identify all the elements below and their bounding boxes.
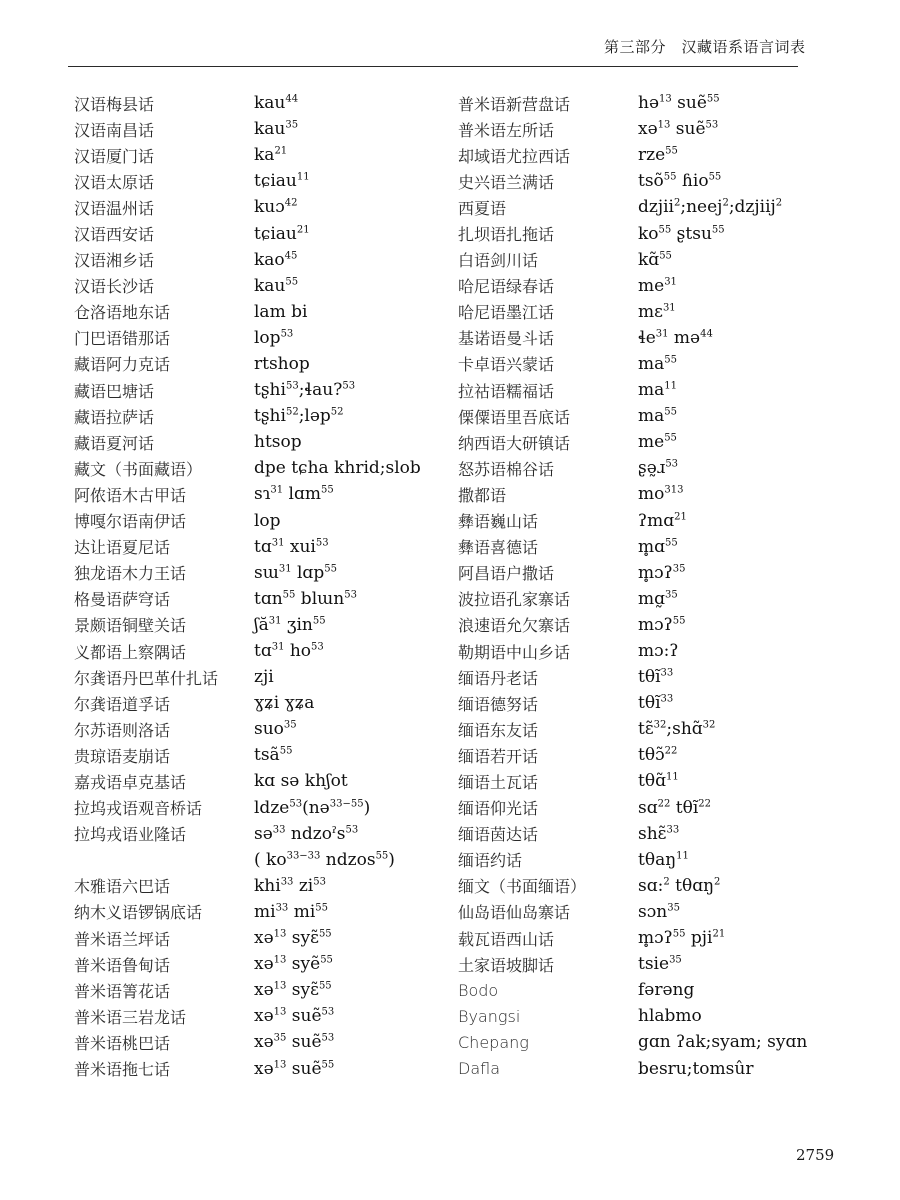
word-form: xə$^{13}$ suẽ$^{53}$ <box>638 119 719 140</box>
word-form: mɑ̰$^{35}$ <box>638 588 678 609</box>
word-form: $mi^{33}$ $mi^{55}$ <box>254 901 328 922</box>
language-name: 史兴语兰满话 <box>458 172 555 192</box>
entry-row <box>74 795 454 821</box>
word-form: $mo^{313}$ <box>638 484 684 505</box>
word-form: xə$^{13}$ syɛ̃$^{55}$ <box>254 928 332 949</box>
entry-row <box>74 508 454 534</box>
language-name: 白语剑川话 <box>458 251 539 271</box>
entry-row <box>74 1029 454 1055</box>
word-form: tɑ$^{31}$ $ho^{53}$ <box>254 641 324 662</box>
language-name: 缅语仰光话 <box>458 799 539 819</box>
language-name: 义都语上察隅话 <box>74 642 187 662</box>
language-name: 拉祜语糯福话 <box>458 381 555 401</box>
header-rule <box>68 66 798 67</box>
entry-row <box>74 116 454 142</box>
language-name: 勒期语中山乡话 <box>458 642 571 662</box>
language-name: 缅文（书面缅语） <box>458 877 587 897</box>
word-form: hə$^{13}$ suẽ$^{55}$ <box>638 93 720 114</box>
word-form: tθaŋ$^{11}$ <box>638 849 689 870</box>
language-name: 藏语夏河话 <box>74 433 155 453</box>
word-form: mɔʔ$^{55}$ <box>638 614 686 635</box>
entry-row <box>458 1003 858 1029</box>
word-form: tθĩ$^{33}$ <box>638 693 674 714</box>
word-form: tθɑ̃$^{11}$ <box>638 771 679 792</box>
language-name: 普米语兰坪话 <box>74 929 171 949</box>
entry-row <box>74 925 454 951</box>
entry-row <box>74 481 454 507</box>
entry-row <box>458 716 858 742</box>
entry-row <box>458 299 858 325</box>
word-form: sɑ$^{22}$ tθĩ$^{22}$ <box>638 797 711 818</box>
entry-row <box>458 612 858 638</box>
word-form: ɬe$^{31}$ mə$^{44}$ <box>638 327 713 348</box>
language-name: Byangsi <box>458 1006 521 1026</box>
language-name: 哈尼语墨江话 <box>458 303 555 323</box>
entry-row <box>458 899 858 925</box>
word-form: lop$^{53}$ <box>254 327 294 348</box>
entry-row <box>458 768 858 794</box>
word-form: xə$^{13}$ syɛ̃$^{55}$ <box>254 980 332 1001</box>
language-name: 怒苏语棉谷话 <box>458 459 555 479</box>
entry-row <box>458 273 858 299</box>
language-name: 波拉语孔家寨话 <box>458 590 571 610</box>
language-name: 纳木义语锣锅底话 <box>74 903 203 923</box>
word-form: dzjii$^2$;neej$^2$;dzjiij$^2$ <box>638 197 783 218</box>
word-form: tθĩ$^{33}$ <box>638 667 674 688</box>
language-name: 阿侬语木古甲话 <box>74 485 187 505</box>
word-form: m̥ɑ$^{55}$ <box>638 536 678 557</box>
language-name: Bodo <box>458 980 499 1000</box>
entry-row <box>74 1003 454 1029</box>
entry-row <box>458 690 858 716</box>
entry-row <box>458 455 858 481</box>
language-name: 扎坝语扎拖话 <box>458 225 555 245</box>
word-form: tɑn$^{55}$ blɯn$^{53}$ <box>254 588 357 609</box>
entry-row <box>458 847 858 873</box>
language-name: 普米语箐花话 <box>74 981 171 1001</box>
word-form: mɔ:ʔ <box>638 641 679 662</box>
entry-row <box>458 795 858 821</box>
language-name: 缅语丹老话 <box>458 668 539 688</box>
language-name: 景颇语铜壁关话 <box>74 616 187 636</box>
word-form: shɛ̃$^{33}$ <box>638 823 680 844</box>
word-form: $ma^{55}$ <box>638 353 677 374</box>
entry-row <box>74 273 454 299</box>
language-name: 缅语茵达话 <box>458 825 539 845</box>
language-name: 嘉戎语卓克基话 <box>74 772 187 792</box>
entry-row <box>74 560 454 586</box>
left-column <box>74 90 454 1082</box>
entry-row <box>74 716 454 742</box>
language-name: 汉语太原话 <box>74 172 155 192</box>
entry-row <box>74 325 454 351</box>
word-form: zji <box>254 667 274 688</box>
language-name: 尔龚语道孚话 <box>74 694 171 714</box>
word-form: mɛ$^{31}$ <box>638 301 676 322</box>
word-form: tʂhi$^{52}$;ləp$^{52}$ <box>254 406 344 427</box>
entry-row <box>74 455 454 481</box>
language-name: 拉坞戎语业隆话 <box>74 825 187 845</box>
word-form: m̥ɔʔ$^{55}$ pji$^{21}$ <box>638 928 726 949</box>
entry-row <box>458 194 858 220</box>
word-form: tsõ$^{55}$ ɦio$^{55}$ <box>638 171 722 192</box>
word-form: $ka^{21}$ <box>254 145 288 166</box>
word-form: sɔn$^{35}$ <box>638 901 680 922</box>
language-name: 木雅语六巴话 <box>74 877 171 897</box>
entry-row <box>458 403 858 429</box>
entry-row <box>74 821 454 847</box>
word-form: ldze$^{53}$(nə$^{33-55}$) <box>254 797 371 818</box>
word-form: ʔmɑ$^{21}$ <box>638 510 687 531</box>
word-form: kɑ sə khʃot <box>254 771 348 792</box>
entry-row <box>74 429 454 455</box>
language-name: Chepang <box>458 1032 529 1052</box>
word-form: kau$^{35}$ <box>254 119 299 140</box>
entry-row <box>458 925 858 951</box>
language-name: 土家语坡脚话 <box>458 955 555 975</box>
language-name: 纳西语大研镇话 <box>458 433 571 453</box>
language-name: 却域语尤拉西话 <box>458 146 571 166</box>
entry-row <box>458 351 858 377</box>
word-form: $ma^{11}$ <box>638 380 677 401</box>
entry-row <box>458 377 858 403</box>
word-form: tθɔ̃$^{22}$ <box>638 745 678 766</box>
word-form: xə$^{13}$ suẽ$^{55}$ <box>254 1058 335 1079</box>
entry-row <box>458 821 858 847</box>
word-form: tsie$^{35}$ <box>638 954 682 975</box>
language-name: 独龙语木力王话 <box>74 564 187 584</box>
word-form: $me^{55}$ <box>638 432 677 453</box>
word-form: kɑ̃$^{55}$ <box>638 249 672 270</box>
word-form: tɕiau$^{11}$ <box>254 171 310 192</box>
word-form: tɑ$^{31}$ xui$^{53}$ <box>254 536 329 557</box>
word-form: xə$^{13}$ syẽ$^{55}$ <box>254 954 333 975</box>
word-form: khi$^{33}$ $zi^{53}$ <box>254 875 326 896</box>
language-name: 贵琼语麦崩话 <box>74 746 171 766</box>
entry-row <box>458 951 858 977</box>
language-name: 仓洛语地东话 <box>74 303 171 323</box>
entry-row <box>458 560 858 586</box>
language-name: 普米语拖七话 <box>74 1060 171 1080</box>
language-name: 拉坞戎语观音桥话 <box>74 799 203 819</box>
entry-row <box>458 586 858 612</box>
word-form: kau$^{44}$ <box>254 93 299 114</box>
word-form: tsã$^{55}$ <box>254 745 293 766</box>
language-name: 彝语喜德话 <box>458 538 539 558</box>
entry-row <box>458 664 858 690</box>
entry-row <box>74 142 454 168</box>
entry-row <box>458 977 858 1003</box>
language-name: 汉语南昌话 <box>74 120 155 140</box>
language-name: 汉语梅县话 <box>74 94 155 114</box>
entry-row <box>458 1055 858 1081</box>
language-name: 藏语阿力克话 <box>74 355 171 375</box>
language-name: 傈僳语里吾底话 <box>458 407 571 427</box>
language-name: 缅语约话 <box>458 851 523 871</box>
language-name: 达让语夏尼话 <box>74 538 171 558</box>
word-form: xə$^{35}$ suẽ$^{53}$ <box>254 1032 335 1053</box>
entry-row <box>74 664 454 690</box>
word-form: tʂhi$^{53}$;ɬau?$^{53}$ <box>254 380 356 401</box>
word-form: htsop <box>254 432 302 453</box>
language-name: 卡卓语兴蒙话 <box>458 355 555 375</box>
word-form: kau$^{55}$ <box>254 275 299 296</box>
word-form: tɛ̃$^{32}$;shɑ̃$^{32}$ <box>638 719 716 740</box>
language-name: 汉语湘乡话 <box>74 251 155 271</box>
language-name: Dafla <box>458 1059 501 1079</box>
language-name: 门巴语错那话 <box>74 329 171 349</box>
word-form: ɣʑi ɣʑa <box>254 693 315 714</box>
entry-row <box>74 951 454 977</box>
entry-row <box>458 116 858 142</box>
language-name: 汉语温州话 <box>74 198 155 218</box>
word-form: dpe tɕha khrid;slob <box>254 458 421 479</box>
word-form: lop <box>254 510 281 531</box>
word-form: sɯ$^{31}$ lɑp$^{55}$ <box>254 562 337 583</box>
entry-row <box>74 168 454 194</box>
language-name: 格曼语萨穹话 <box>74 590 171 610</box>
language-name: 浪速语允欠寨话 <box>458 616 571 636</box>
entry-row <box>458 1029 858 1055</box>
language-name: 博嘎尔语南伊话 <box>74 512 187 532</box>
language-name: 普米语新营盘话 <box>458 94 571 114</box>
right-column <box>458 90 858 1082</box>
language-name: 载瓦语西山话 <box>458 929 555 949</box>
running-header: 第三部分 汉藏语系语言词表 <box>604 38 806 56</box>
entry-row <box>74 1055 454 1081</box>
word-form: sɿ$^{31}$ lɑm$^{55}$ <box>254 484 334 505</box>
entry-row <box>74 247 454 273</box>
entry-row <box>458 742 858 768</box>
entry-row <box>74 742 454 768</box>
language-name: 阿昌语户撒话 <box>458 564 555 584</box>
entry-row <box>74 90 454 116</box>
word-form: suo$^{35}$ <box>254 719 297 740</box>
word-form: kuɔ$^{42}$ <box>254 197 298 218</box>
language-name: 基诺语曼斗话 <box>458 329 555 349</box>
entry-row <box>74 194 454 220</box>
entry-row <box>458 508 858 534</box>
word-form: fərəng <box>638 980 695 1001</box>
entry-row <box>458 168 858 194</box>
language-name: 彝语巍山话 <box>458 512 539 532</box>
word-form: kao$^{45}$ <box>254 249 298 270</box>
language-name: 缅语若开话 <box>458 746 539 766</box>
language-name: 尔苏语则洛话 <box>74 720 171 740</box>
word-form: gɑn ʔak;syam; syɑn <box>638 1032 808 1053</box>
entry-row <box>74 534 454 560</box>
word-form: xə$^{13}$ suẽ$^{53}$ <box>254 1006 335 1027</box>
entry-row <box>74 377 454 403</box>
page-number: 2759 <box>796 1146 835 1164</box>
entry-row <box>74 638 454 664</box>
language-name: 撒都语 <box>458 485 507 505</box>
language-name: 汉语长沙话 <box>74 277 155 297</box>
word-form: $ko^{55}$ ʂtsu$^{55}$ <box>638 223 725 244</box>
entry-row <box>458 220 858 246</box>
entry-row <box>74 351 454 377</box>
language-name: 西夏语 <box>458 198 507 218</box>
word-form: lam bi <box>254 301 308 322</box>
entry-row <box>458 429 858 455</box>
language-name: 藏文（书面藏语） <box>74 459 203 479</box>
language-name: 普米语桃巴话 <box>74 1033 171 1053</box>
language-name: 缅语德努话 <box>458 694 539 714</box>
entry-row <box>74 899 454 925</box>
word-form: rze$^{55}$ <box>638 145 678 166</box>
word-form: besru;tomsûr <box>638 1058 754 1079</box>
entry-row <box>74 977 454 1003</box>
language-name: 汉语西安话 <box>74 225 155 245</box>
language-name: 汉语厦门话 <box>74 146 155 166</box>
entry-row <box>74 847 454 873</box>
word-form: $ma^{55}$ <box>638 406 677 427</box>
entry-row <box>74 586 454 612</box>
word-form: rtshop <box>254 353 310 374</box>
language-name: 藏语拉萨话 <box>74 407 155 427</box>
word-form: sə$^{33}$ ndzoˀs$^{53}$ <box>254 823 359 844</box>
entry-row <box>74 612 454 638</box>
word-form: $me^{31}$ <box>638 275 677 296</box>
entry-row <box>458 534 858 560</box>
entry-row <box>458 90 858 116</box>
entry-row <box>74 299 454 325</box>
language-name: 缅语土瓦话 <box>458 772 539 792</box>
entry-row <box>458 638 858 664</box>
entry-row <box>74 220 454 246</box>
entry-row <box>74 690 454 716</box>
entry-row <box>458 142 858 168</box>
entry-row <box>74 768 454 794</box>
language-name: 藏语巴塘话 <box>74 381 155 401</box>
entry-row <box>458 247 858 273</box>
language-name: 哈尼语绿春话 <box>458 277 555 297</box>
language-name: 仙岛语仙岛寨话 <box>458 903 571 923</box>
word-form: ʂə̰ɹ$^{53}$ <box>638 458 679 479</box>
entry-row <box>74 403 454 429</box>
language-name: 普米语三岩龙话 <box>74 1007 187 1027</box>
language-name: 普米语左所话 <box>458 120 555 140</box>
language-name: 尔龚语丹巴革什扎话 <box>74 668 219 688</box>
language-name: 缅语东友话 <box>458 720 539 740</box>
word-form: hlabmo <box>638 1006 702 1027</box>
word-form: ( $ko^{33-33}$ ndzos$^{55}$) <box>254 849 395 870</box>
word-form: m̥ɔʔ$^{35}$ <box>638 562 686 583</box>
entry-row <box>458 873 858 899</box>
language-name: 普米语鲁甸话 <box>74 955 171 975</box>
word-form: sɑ:$^2$ tθɑŋ$^2$ <box>638 875 721 896</box>
entry-row <box>74 873 454 899</box>
word-form: tɕiau$^{21}$ <box>254 223 310 244</box>
word-form: ʃă$^{31}$ ʒin$^{55}$ <box>254 614 326 635</box>
entry-row <box>458 325 858 351</box>
entry-row <box>458 481 858 507</box>
